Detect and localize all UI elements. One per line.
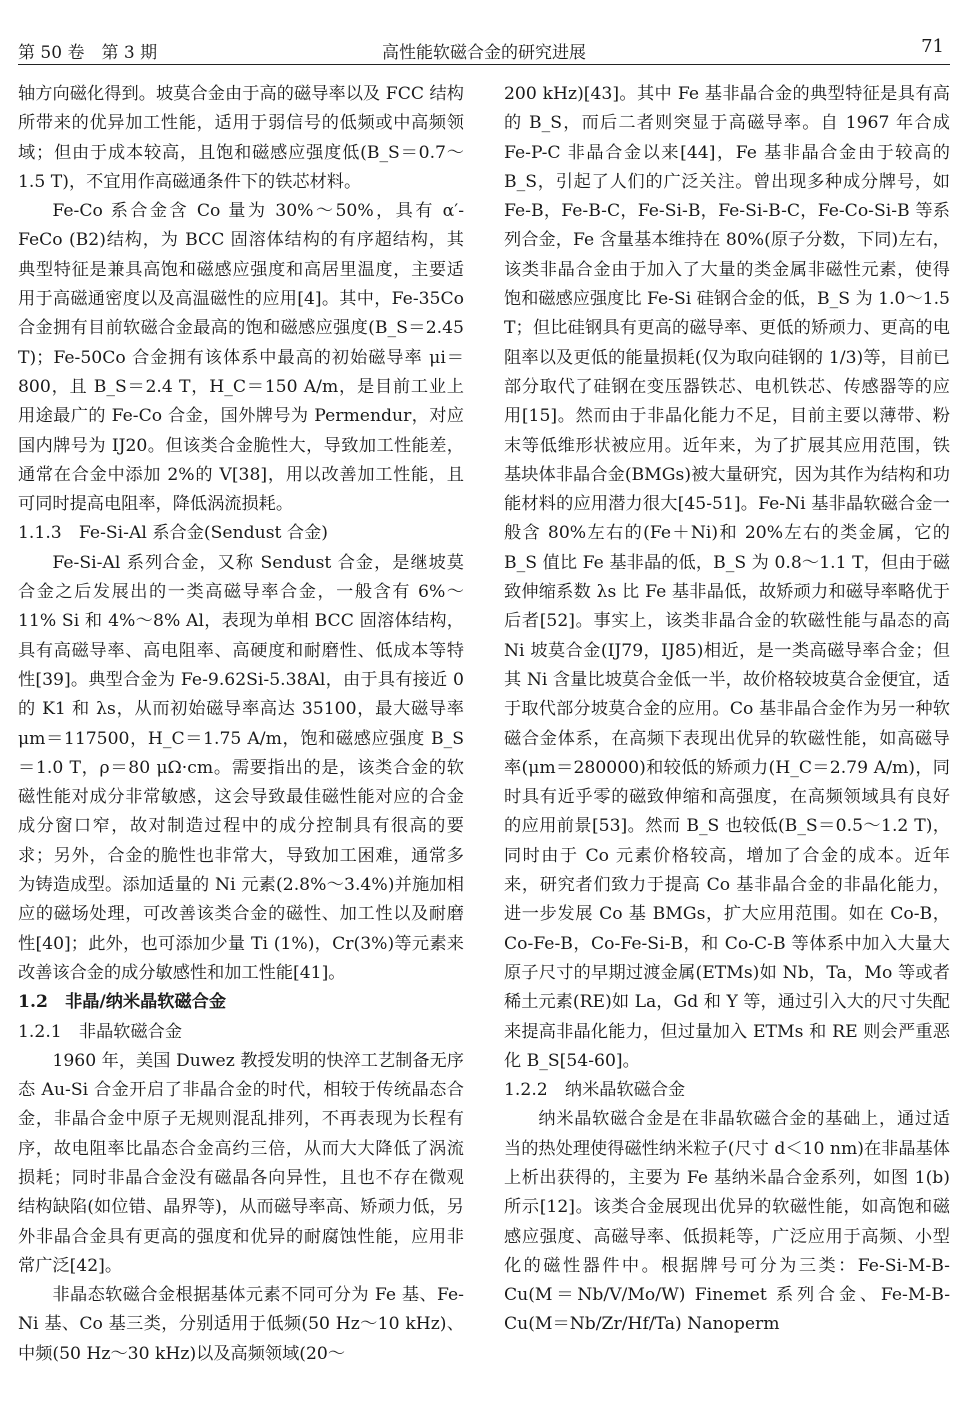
paragraph: 轴方向磁化得到。坡莫合金由于高的磁导率以及 FCC 结构所带来的优异加工性能，适用于弱信号的低频或中高频领域；但由于成本较高，且饱和磁感应强度低(B_S＝0.7～1.5 T)，不宜用作高磁通条件下的铁芯材料。: [18, 84, 464, 192]
section-heading: 1.2 非晶/纳米晶软磁合金: [18, 992, 227, 1013]
paragraph: Fe-Co 系合金含 Co 量为 30%～50%，具有 α′-FeCo (B2)结构，为 BCC 固溶体结构的有序超结构，其典型特征是兼具高饱和磁感应强度和高居里温度，主要适用于高磁通密度以及高温磁性的应用[4]。其中，Fe-35Co合金拥有目前软磁合金最高的饱和磁感应强度(B_S＝2.45 T)；Fe-50Co 合金拥有该体系中最高的初始磁导率 μi＝800，且 B_S＝2.4 T，H_C＝150 A/m，是目前工业上用途最广的 Fe-Co 合金，国外牌号为 Permendur，对应国内牌号为 IJ20。但该类合金脆性大，导致加工性能差，通常在合金中添加 2%的 V[38]，用以改善加工性能，且可同时提高电阻率，降低涡流损耗。: [18, 201, 464, 515]
running-header: [18, 34, 950, 65]
left-column: [18, 80, 464, 1369]
paragraph: 非晶态软磁合金根据基体元素不同可分为 Fe 基、Fe-Ni 基、Co 基三类，分别适用于低频(50 Hz～10 kHz)、中频(50 Hz～30 kHz)以及高频领域(20～: [18, 1285, 464, 1364]
section-heading: 1.2.2 纳米晶软磁合金: [504, 1080, 686, 1101]
page-number: 71: [921, 36, 944, 57]
section-heading: 1.2.1 非晶软磁合金: [18, 1021, 183, 1042]
volume-issue: 第 50 卷 第 3 期: [18, 43, 158, 63]
paragraph: 纳米晶软磁合金是在非晶软磁合金的基础上，通过适当的热处理使得磁性纳米粒子(尺寸 d＜10 nm)在非晶基体上析出获得的，主要为 Fe 基纳米晶合金系列，如图 1(b)所示[12]。该类合金展现出优异的软磁性能，如高饱和磁感应强度、高磁导率、低损耗等，广泛应用于高频、小型化的磁性器件中。根据牌号可分为三类：Fe-Si-M-B-Cu(M＝Nb/V/Mo/W) Finemet 系列合金、Fe-M-B-Cu(M＝Nb/Zr/Hf/Ta) Nanoperm: [504, 1109, 950, 1335]
right-column: [504, 80, 950, 1340]
journal-running-title: 高性能软磁合金的研究进展: [382, 43, 586, 63]
paragraph: Fe-Si-Al 系列合金，又称 Sendust 合金，是继坡莫合金之后发展出的一类高磁导率合金，一般含有 6%～11% Si 和 4%～8% Al，表现为单相 BCC 固溶体结构，具有高磁导率、高电阻率、高硬度和耐磨性、低成本等特性[39]。典型合金为 Fe-9.62Si-5.38Al，由于具有接近 0 的 K1 和 λs，从而初始磁导率高达 35100，最大磁导率 μm＝117500，H_C＝1.75 A/m，饱和磁感应强度 B_S＝1.0 T，ρ＝80 μΩ·cm。需要指出的是，该类合金的软磁性能对成分非常敏感，这会导致最佳磁性能对应的合金成分窗口窄，故对制造过程中的成分控制具有很高的要求；另外，合金的脆性也非常大，导致加工困难，通常多为铸造成型。添加适量的 Ni 元素(2.8%～3.4%)并施加相应的磁场处理，可改善该类合金的磁性、加工性以及耐磨性[40]；此外，也可添加少量 Ti (1%)，Cr(3%)等元素来改善该合金的成分敏感性和加工性能[41]。: [18, 552, 464, 983]
paragraph: 200 kHz)[43]。其中 Fe 基非晶合金的典型特征是具有高的 B_S，而后二者则突显于高磁导率。自 1967 年合成 Fe-P-C 非晶合金以来[44]，Fe 基非晶合金由于较高的 B_S，引起了人们的广泛关注。曾出现多种成分牌号，如 Fe-B，Fe-B-C，Fe-Si-B，Fe-Si-B-C，Fe-Co-Si-B 等系列合金，Fe 含量基本维持在 80%(原子分数，下同)左右，该类非晶合金由于加入了大量的类金属非磁性元素，使得饱和磁感应强度比 Fe-Si 硅钢合金的低，B_S 为 1.0～1.5 T；但比硅钢具有更高的磁导率、更低的矫顽力、更高的电阻率以及更低的能量损耗(仅为取向硅钢的 1/3)等，目前已部分取代了硅钢在变压器铁芯、电机铁芯、传感器等的应用[15]。然而由于非晶化能力不足，目前主要以薄带、粉末等低维形状被应用。近年来，为了扩展其应用范围，铁基块体非晶合金(BMGs)被大量研究，因为其作为结构和功能材料的应用潜力很大[45-51]。Fe-Ni 基非晶软磁合金一般含 80%左右的(Fe＋Ni)和 20%左右的类金属，它的 B_S 值比 Fe 基非晶的低，B_S 为 0.8～1.1 T，但由于磁致伸缩系数 λs 比 Fe 基非晶低，故矫顽力和磁导率略优于后者[52]。事实上，该类非晶合金的软磁性能与晶态的高 Ni 坡莫合金(IJ79，IJ85)相近，是一类高磁导率合金；但其 Ni 含量比坡莫合金低一半，故价格较坡莫合金便宜，适于取代部分坡莫合金的应用。Co 基非晶合金作为另一种软磁合金体系，在高频下表现出优异的软磁性能，如高磁导率(μm＝280000)和较低的矫顽力(H_C＝2.79 A/m)，同时具有近乎零的磁致伸缩和高强度，在高频领域具有良好的应用前景[53]。然而 B_S 也较低(B_S＝0.5～1.2 T)，同时由于 Co 元素价格较高，增加了合金的成本。近年来，研究者们致力于提高 Co 基非晶合金的非晶化能力，进一步发展 Co 基 BMGs，扩大应用范围。如在 Co-B，Co-Fe-B，Co-Fe-Si-B，和 Co-C-B 等体系中加入大量大原子尺寸的早期过渡金属(ETMs)如 Nb，Ta，Mo 等或者稀土元素(RE)如 La，Gd 和 Y 等，通过引入大的尺寸失配来提高非晶化能力，但过量加入 ETMs 和 RE 则会严重恶化 B_S[54-60]。: [504, 84, 950, 1071]
section-heading: 1.1.3 Fe-Si-Al 系合金(Sendust 合金): [18, 523, 328, 544]
paragraph: 1960 年，美国 Duwez 教授发明的快淬工艺制备无序态 Au-Si 合金开启了非晶合金的时代，相较于传统晶态合金，非晶合金中原子无规则混乱排列，不再表现为长程有序，故电阻率比晶态合金高约三倍，从而大大降低了涡流损耗；同时非晶合金没有磁晶各向异性，且也不存在微观结构缺陷(如位错、晶界等)，从而磁导率高、矫顽力低，另外非晶合金具有更高的强度和优异的耐腐蚀性能，应用非常广泛[42]。: [18, 1050, 464, 1276]
